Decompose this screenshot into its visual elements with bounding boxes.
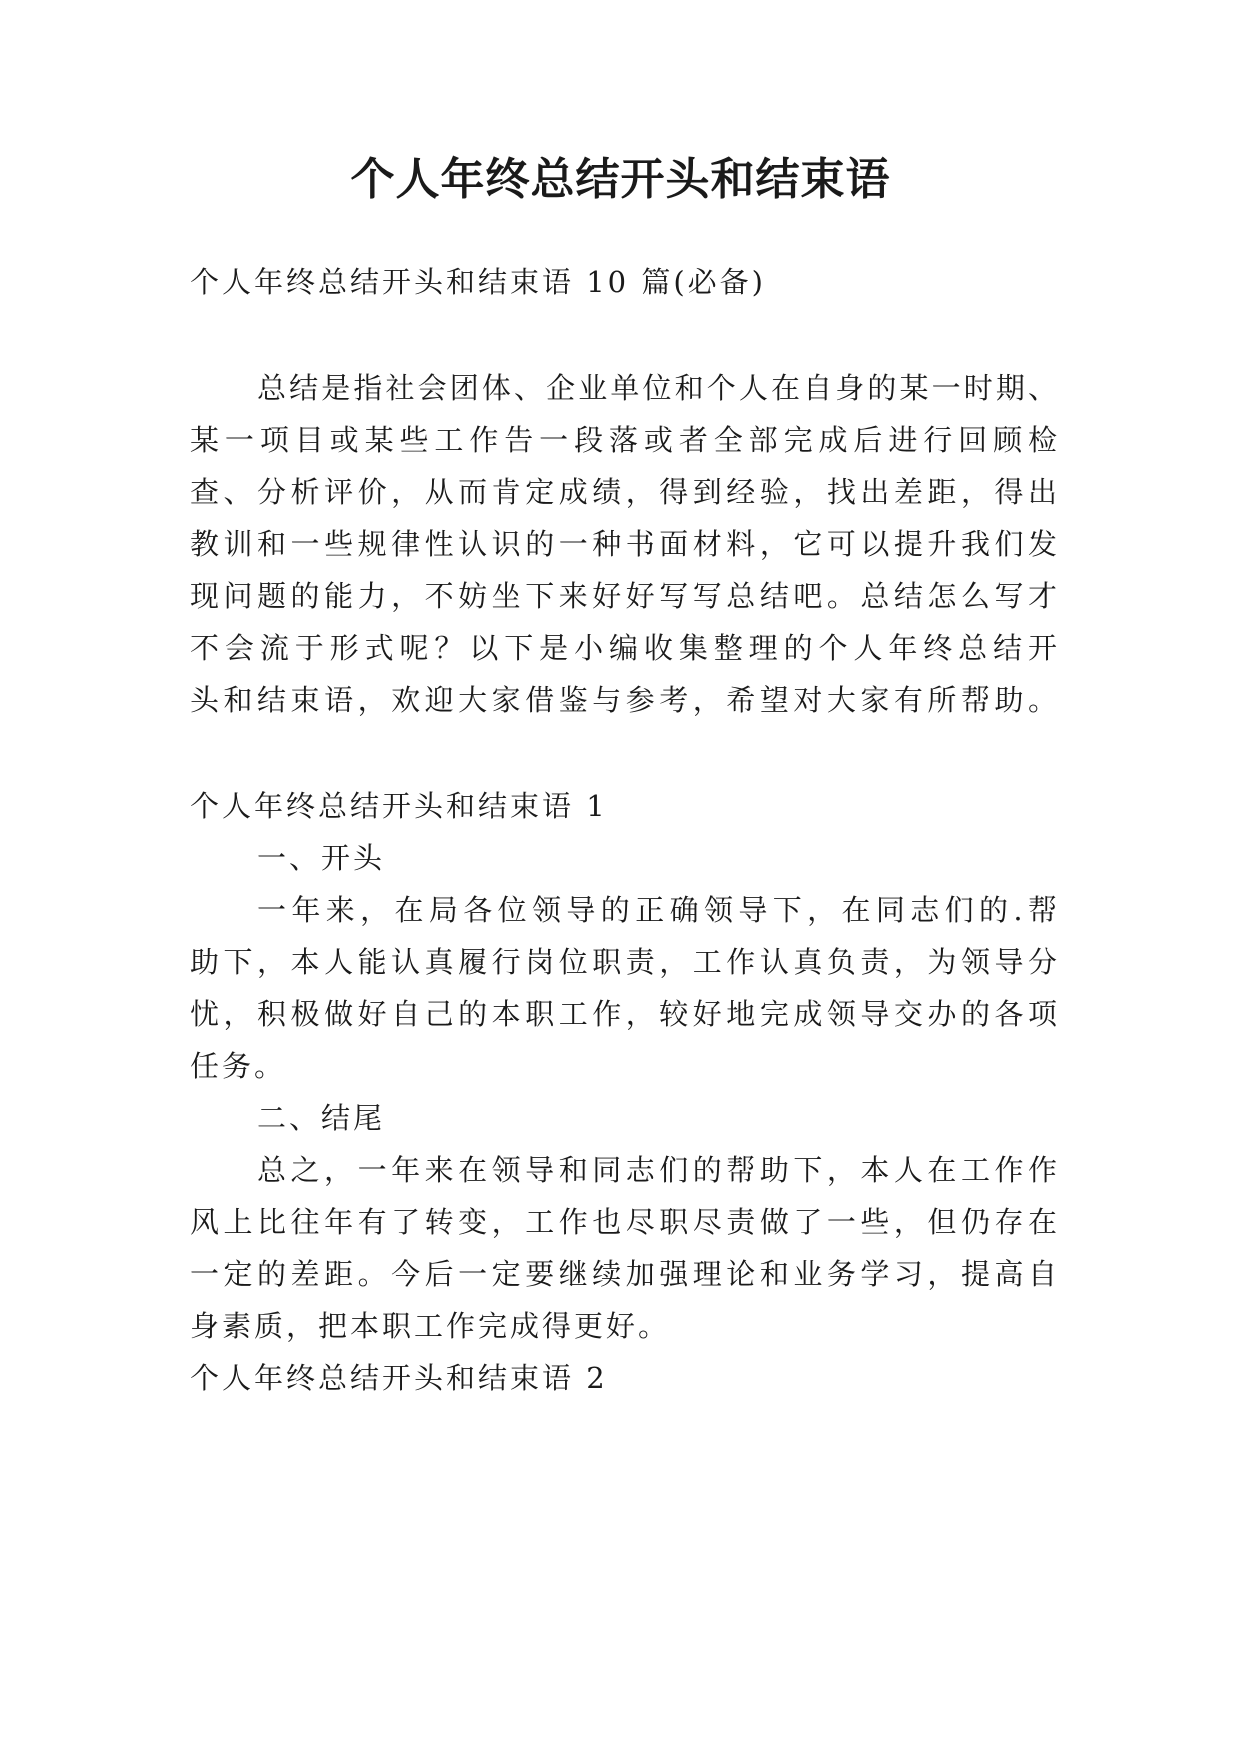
- intro-line-6: 不会流于形式呢？以下是小编收集整理的个人年终总结开: [190, 631, 1060, 665]
- ending-line-4: 身素质，把本职工作完成得更好。: [190, 1309, 671, 1343]
- intro-line-3: 查、分析评价，从而肯定成绩，得到经验，找出差距，得出: [190, 475, 1060, 509]
- document-title: 个人年终总结开头和结束语: [350, 154, 891, 205]
- opening-line-3: 忧，积极做好自己的本职工作，较好地完成领导交办的各项: [190, 997, 1060, 1031]
- ending-line-3: 一定的差距。今后一定要继续加强理论和业务学习，提高自: [190, 1257, 1060, 1291]
- opening-line-1: 一年来，在局各位领导的正确领导下，在同志们的.帮: [257, 893, 1060, 927]
- opening-label: 一、开头: [257, 841, 386, 875]
- ending-line-2: 风上比往年有了转变，工作也尽职尽责做了一些，但仍存在: [190, 1205, 1060, 1239]
- intro-line-4: 教训和一些规律性认识的一种书面材料，它可以提升我们发: [190, 527, 1060, 561]
- section-heading-2: 个人年终总结开头和结束语 2: [190, 1361, 608, 1395]
- intro-line-2: 某一项目或某些工作告一段落或者全部完成后进行回顾检: [190, 423, 1060, 457]
- intro-line-5: 现问题的能力，不妨坐下来好好写写总结吧。总结怎么写才: [190, 579, 1060, 613]
- section-heading-1: 个人年终总结开头和结束语 1: [190, 789, 608, 823]
- intro-line-7: 头和结束语，欢迎大家借鉴与参考，希望对大家有所帮助。: [190, 683, 1060, 717]
- document-subtitle: 个人年终总结开头和结束语 10 篇(必备): [190, 265, 766, 299]
- ending-line-1: 总之，一年来在领导和同志们的帮助下，本人在工作作: [257, 1153, 1060, 1187]
- opening-line-2: 助下，本人能认真履行岗位职责，工作认真负责，为领导分: [190, 945, 1060, 979]
- intro-line-1: 总结是指社会团体、企业单位和个人在自身的某一时期、: [257, 371, 1060, 405]
- opening-line-4: 任务。: [190, 1049, 287, 1083]
- ending-label: 二、结尾: [257, 1101, 386, 1135]
